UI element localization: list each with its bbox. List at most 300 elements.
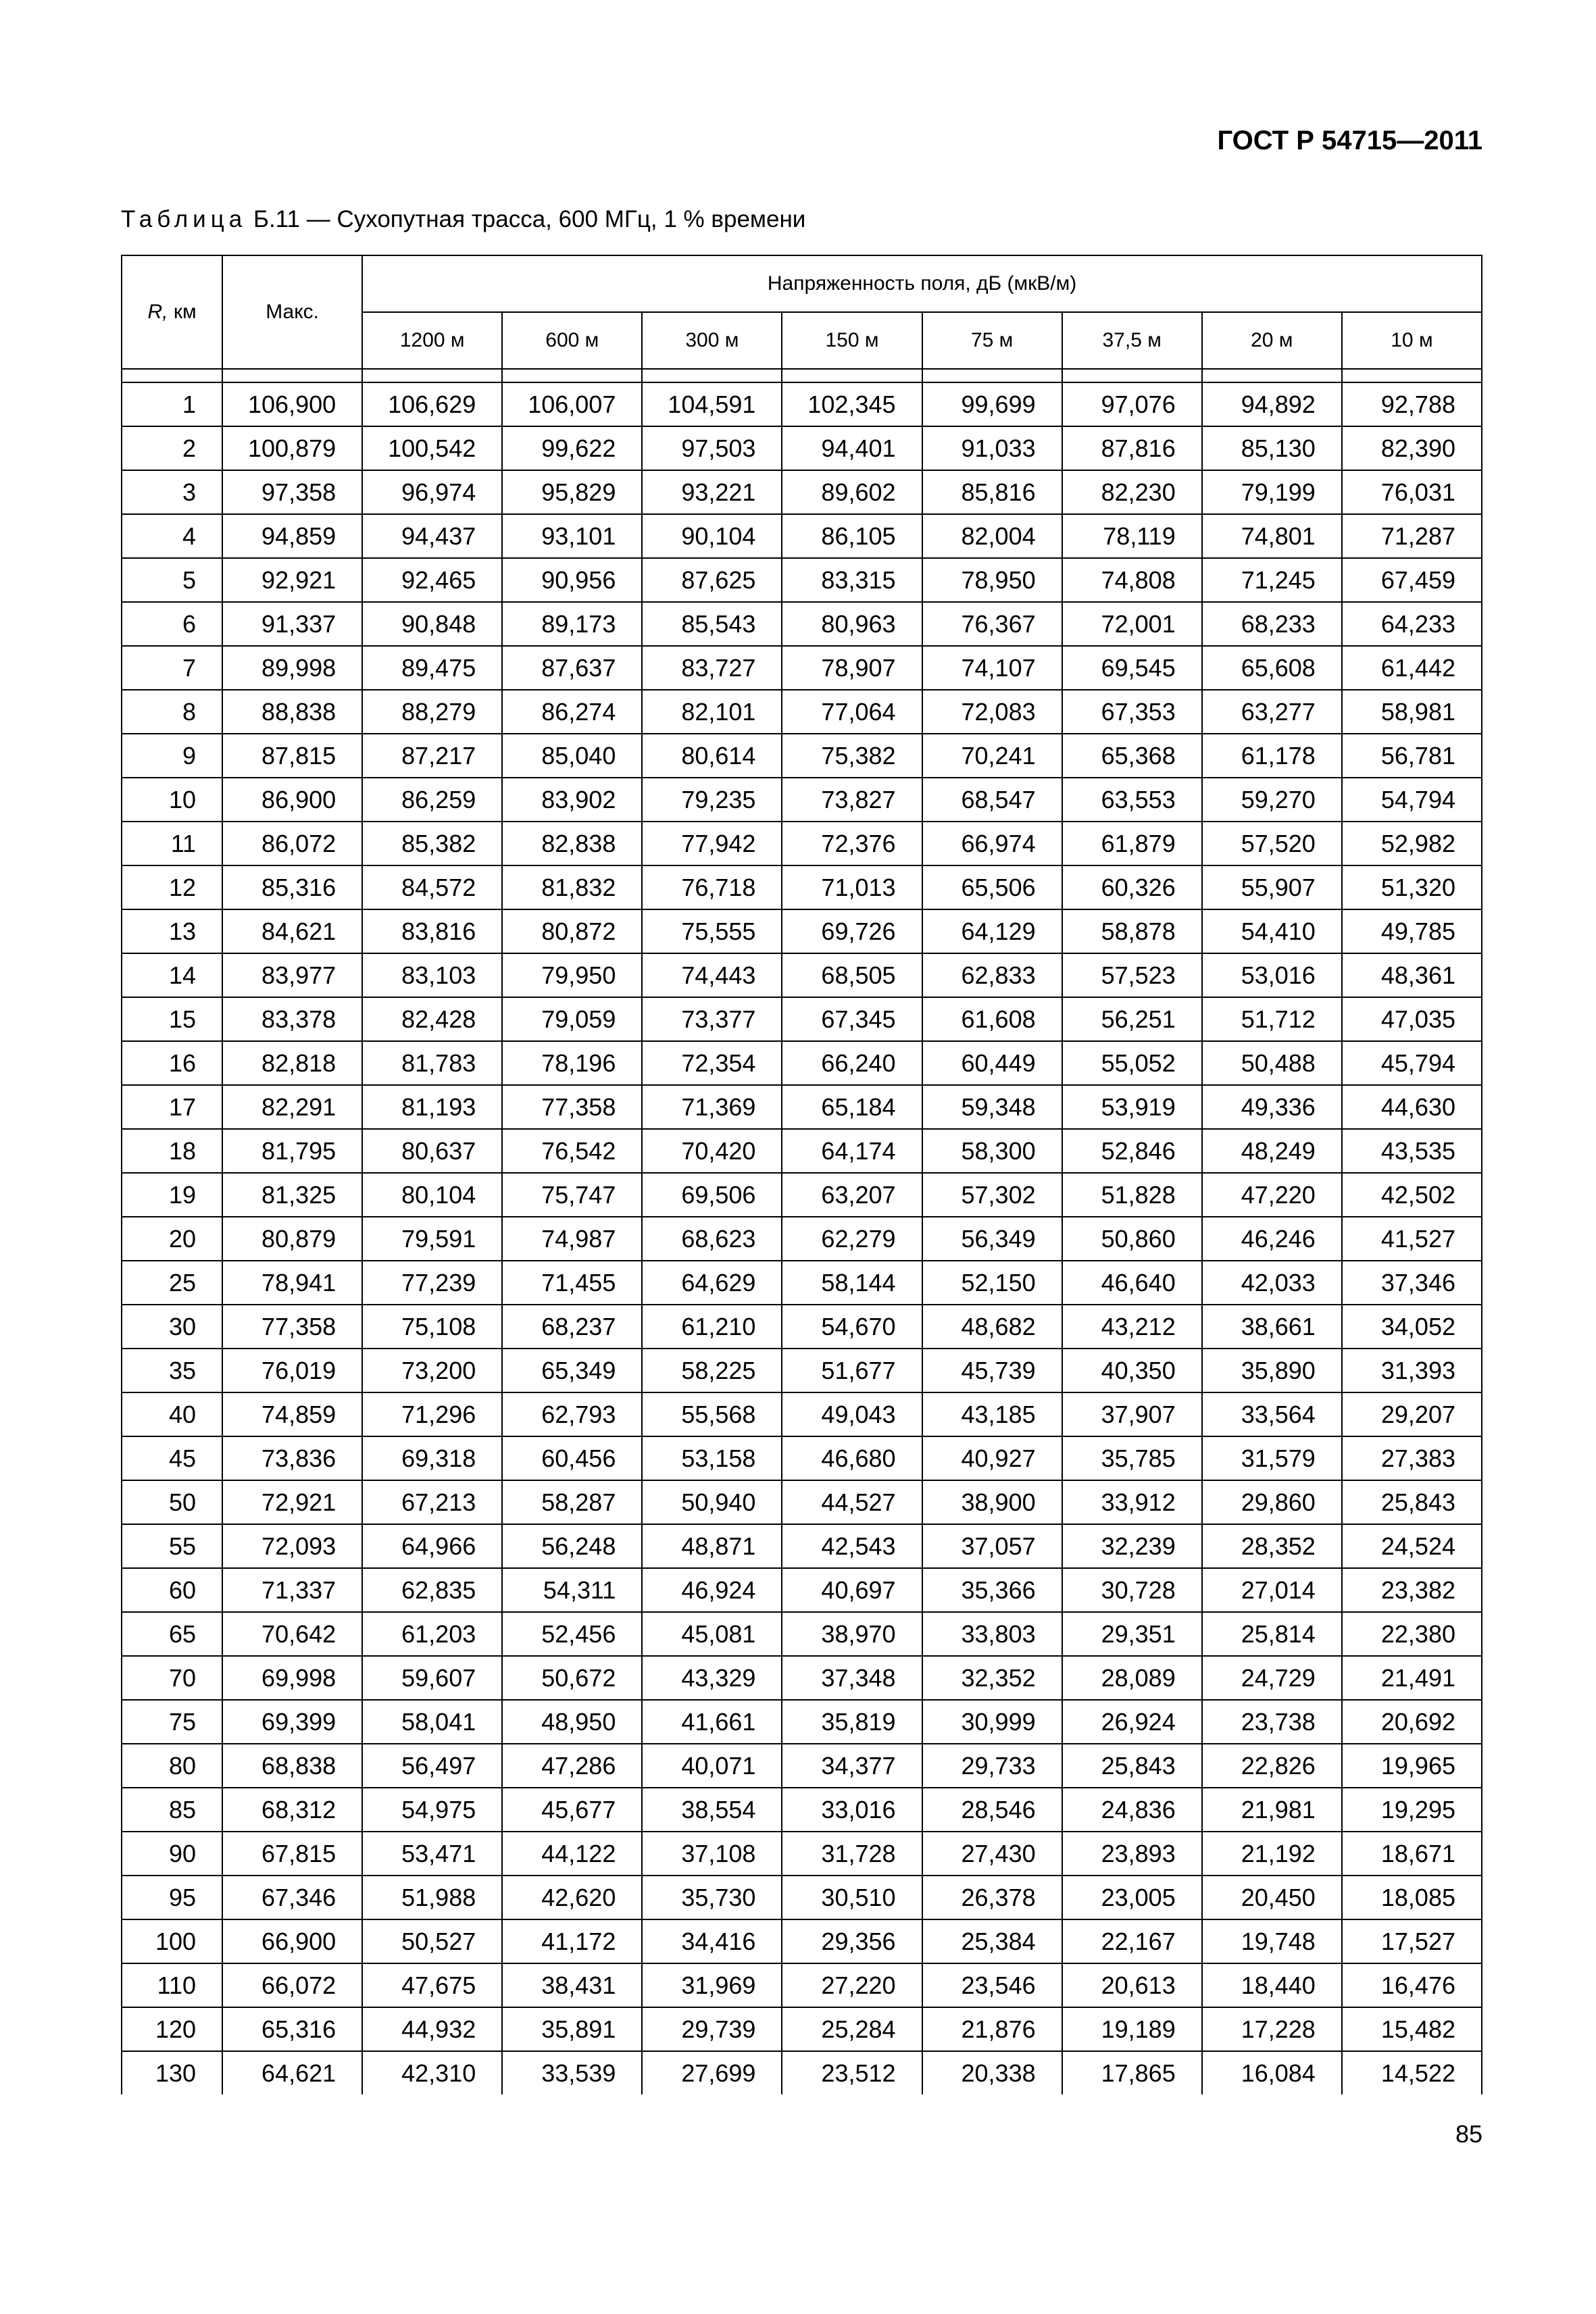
- field-strength-cell: 86,105: [782, 514, 922, 558]
- field-strength-cell: 26,378: [922, 1876, 1062, 1919]
- field-strength-cell: 79,059: [502, 997, 642, 1041]
- field-strength-cell: 21,981: [1202, 1788, 1342, 1832]
- distance-cell: 18: [122, 1129, 222, 1173]
- field-strength-table: [121, 255, 1482, 2094]
- field-strength-cell: 53,016: [1202, 953, 1342, 997]
- max-value-cell: 88,838: [222, 690, 362, 734]
- field-strength-cell: 82,230: [1062, 470, 1202, 514]
- field-strength-cell: 58,300: [922, 1129, 1062, 1173]
- field-strength-cell: 77,064: [782, 690, 922, 734]
- field-strength-cell: 35,819: [782, 1700, 922, 1744]
- field-strength-cell: 42,502: [1342, 1173, 1482, 1217]
- field-strength-cell: 29,733: [922, 1744, 1062, 1788]
- distance-cell: 30: [122, 1305, 222, 1349]
- table-row: [122, 1788, 1482, 1832]
- field-strength-cell: 18,085: [1342, 1876, 1482, 1919]
- field-strength-cell: 67,459: [1342, 558, 1482, 602]
- field-strength-cell: 74,801: [1202, 514, 1342, 558]
- max-value-cell: 67,346: [222, 1876, 362, 1919]
- field-strength-cell: 60,449: [922, 1041, 1062, 1085]
- field-strength-cell: 85,816: [922, 470, 1062, 514]
- field-strength-cell: 33,539: [502, 2051, 642, 2094]
- field-strength-cell: 48,249: [1202, 1129, 1342, 1173]
- max-value-cell: 67,815: [222, 1832, 362, 1876]
- table-row: [122, 909, 1482, 953]
- field-strength-cell: 41,661: [642, 1700, 782, 1744]
- field-strength-cell: 49,043: [782, 1392, 922, 1436]
- field-strength-cell: 47,035: [1342, 997, 1482, 1041]
- field-strength-cell: 21,876: [922, 2007, 1062, 2051]
- field-strength-cell: 38,661: [1202, 1305, 1342, 1349]
- field-strength-cell: 89,475: [362, 646, 502, 690]
- field-strength-cell: 72,083: [922, 690, 1062, 734]
- field-strength-cell: 29,739: [642, 2007, 782, 2051]
- field-strength-cell: 27,014: [1202, 1568, 1342, 1612]
- field-strength-cell: 71,296: [362, 1392, 502, 1436]
- distance-cell: 25: [122, 1261, 222, 1305]
- field-strength-cell: 93,221: [642, 470, 782, 514]
- field-strength-cell: 67,213: [362, 1480, 502, 1524]
- field-strength-cell: 80,963: [782, 602, 922, 646]
- field-strength-cell: 42,620: [502, 1876, 642, 1919]
- field-strength-cell: 69,506: [642, 1173, 782, 1217]
- table-row: [122, 1700, 1482, 1744]
- field-strength-cell: 51,988: [362, 1876, 502, 1919]
- distance-cell: 35: [122, 1349, 222, 1392]
- field-strength-cell: 83,315: [782, 558, 922, 602]
- field-strength-cell: 54,794: [1342, 778, 1482, 822]
- field-strength-cell: 81,193: [362, 1085, 502, 1129]
- field-strength-cell: 85,382: [362, 822, 502, 865]
- field-strength-cell: 50,860: [1062, 1217, 1202, 1261]
- field-strength-cell: 40,350: [1062, 1349, 1202, 1392]
- field-strength-cell: 99,699: [922, 382, 1062, 426]
- field-strength-cell: 89,173: [502, 602, 642, 646]
- distance-cell: 100: [122, 1919, 222, 1963]
- field-strength-cell: 55,907: [1202, 865, 1342, 909]
- max-value-cell: 66,900: [222, 1919, 362, 1963]
- field-strength-cell: 34,377: [782, 1744, 922, 1788]
- field-strength-cell: 65,349: [502, 1349, 642, 1392]
- field-strength-cell: 75,555: [642, 909, 782, 953]
- field-strength-cell: 58,041: [362, 1700, 502, 1744]
- field-strength-cell: 20,692: [1342, 1700, 1482, 1744]
- field-strength-cell: 20,613: [1062, 1963, 1202, 2007]
- field-strength-cell: 23,546: [922, 1963, 1062, 2007]
- max-value-cell: 81,795: [222, 1129, 362, 1173]
- field-strength-cell: 20,450: [1202, 1876, 1342, 1919]
- field-strength-cell: 73,377: [642, 997, 782, 1041]
- distance-cell: 5: [122, 558, 222, 602]
- field-strength-cell: 82,004: [922, 514, 1062, 558]
- field-strength-cell: 33,803: [922, 1612, 1062, 1656]
- distance-cell: 9: [122, 734, 222, 778]
- max-value-cell: 69,998: [222, 1656, 362, 1700]
- field-strength-cell: 68,623: [642, 1217, 782, 1261]
- distance-cell: 60: [122, 1568, 222, 1612]
- table-row: [122, 558, 1482, 602]
- table-row: [122, 1744, 1482, 1788]
- field-strength-cell: 51,677: [782, 1349, 922, 1392]
- header-gap-row: [122, 369, 1482, 382]
- table-row: [122, 953, 1482, 997]
- max-value-cell: 71,337: [222, 1568, 362, 1612]
- field-strength-cell: 33,912: [1062, 1480, 1202, 1524]
- table-row: [122, 1963, 1482, 2007]
- table-row: [122, 1524, 1482, 1568]
- column-header-height: 10 м: [1342, 312, 1482, 369]
- field-strength-cell: 30,999: [922, 1700, 1062, 1744]
- field-strength-cell: 94,892: [1202, 382, 1342, 426]
- field-strength-cell: 84,572: [362, 865, 502, 909]
- field-strength-cell: 23,893: [1062, 1832, 1202, 1876]
- field-strength-cell: 71,013: [782, 865, 922, 909]
- field-strength-cell: 83,902: [502, 778, 642, 822]
- field-strength-cell: 14,522: [1342, 2051, 1482, 2094]
- table-row: [122, 426, 1482, 470]
- field-strength-cell: 71,287: [1342, 514, 1482, 558]
- field-strength-cell: 97,076: [1062, 382, 1202, 426]
- field-strength-cell: 24,729: [1202, 1656, 1342, 1700]
- field-strength-cell: 52,982: [1342, 822, 1482, 865]
- field-strength-cell: 19,189: [1062, 2007, 1202, 2051]
- field-strength-cell: 37,907: [1062, 1392, 1202, 1436]
- field-strength-cell: 68,547: [922, 778, 1062, 822]
- distance-cell: 20: [122, 1217, 222, 1261]
- field-strength-cell: 68,233: [1202, 602, 1342, 646]
- field-strength-cell: 47,220: [1202, 1173, 1342, 1217]
- field-strength-cell: 75,382: [782, 734, 922, 778]
- field-strength-cell: 78,196: [502, 1041, 642, 1085]
- distance-cell: 8: [122, 690, 222, 734]
- field-strength-cell: 55,568: [642, 1392, 782, 1436]
- field-strength-cell: 50,527: [362, 1919, 502, 1963]
- max-value-cell: 82,818: [222, 1041, 362, 1085]
- field-strength-cell: 31,728: [782, 1832, 922, 1876]
- field-strength-cell: 38,970: [782, 1612, 922, 1656]
- field-strength-cell: 52,456: [502, 1612, 642, 1656]
- column-header-height: 1200 м: [362, 312, 502, 369]
- field-strength-cell: 85,130: [1202, 426, 1342, 470]
- field-strength-cell: 58,287: [502, 1480, 642, 1524]
- field-strength-cell: 53,158: [642, 1436, 782, 1480]
- field-strength-cell: 31,579: [1202, 1436, 1342, 1480]
- field-strength-cell: 18,440: [1202, 1963, 1342, 2007]
- distance-cell: 10: [122, 778, 222, 822]
- max-value-cell: 85,316: [222, 865, 362, 909]
- field-strength-cell: 40,697: [782, 1568, 922, 1612]
- field-strength-cell: 94,437: [362, 514, 502, 558]
- field-strength-cell: 67,345: [782, 997, 922, 1041]
- field-strength-cell: 60,326: [1062, 865, 1202, 909]
- field-strength-cell: 47,675: [362, 1963, 502, 2007]
- table-row: [122, 1261, 1482, 1305]
- field-strength-cell: 18,671: [1342, 1832, 1482, 1876]
- table-row: [122, 1876, 1482, 1919]
- field-strength-cell: 25,814: [1202, 1612, 1342, 1656]
- table-row: [122, 1129, 1482, 1173]
- table-row: [122, 1173, 1482, 1217]
- field-strength-cell: 79,199: [1202, 470, 1342, 514]
- field-strength-cell: 19,748: [1202, 1919, 1342, 1963]
- column-header-height: 37,5 м: [1062, 312, 1202, 369]
- field-strength-cell: 33,016: [782, 1788, 922, 1832]
- field-strength-cell: 16,084: [1202, 2051, 1342, 2094]
- field-strength-cell: 106,007: [502, 382, 642, 426]
- document-header: ГОСТ Р 54715—2011: [1217, 126, 1482, 155]
- field-strength-cell: 62,835: [362, 1568, 502, 1612]
- field-strength-cell: 22,826: [1202, 1744, 1342, 1788]
- field-strength-cell: 51,828: [1062, 1173, 1202, 1217]
- table-row: [122, 1919, 1482, 1963]
- field-strength-cell: 52,846: [1062, 1129, 1202, 1173]
- column-header-height: 600 м: [502, 312, 642, 369]
- table-row: [122, 1085, 1482, 1129]
- max-value-cell: 106,900: [222, 382, 362, 426]
- field-strength-cell: 90,956: [502, 558, 642, 602]
- field-strength-cell: 69,545: [1062, 646, 1202, 690]
- distance-cell: 15: [122, 997, 222, 1041]
- distance-cell: 95: [122, 1876, 222, 1919]
- field-strength-cell: 29,860: [1202, 1480, 1342, 1524]
- distance-cell: 14: [122, 953, 222, 997]
- field-strength-cell: 50,488: [1202, 1041, 1342, 1085]
- field-strength-cell: 76,718: [642, 865, 782, 909]
- field-strength-cell: 92,465: [362, 558, 502, 602]
- field-strength-cell: 44,527: [782, 1480, 922, 1524]
- field-strength-cell: 64,129: [922, 909, 1062, 953]
- field-strength-cell: 91,033: [922, 426, 1062, 470]
- field-strength-cell: 94,401: [782, 426, 922, 470]
- table-row: [122, 470, 1482, 514]
- field-strength-cell: 51,320: [1342, 865, 1482, 909]
- field-strength-cell: 37,057: [922, 1524, 1062, 1568]
- field-strength-cell: 83,816: [362, 909, 502, 953]
- field-strength-cell: 83,103: [362, 953, 502, 997]
- field-strength-cell: 38,554: [642, 1788, 782, 1832]
- max-value-cell: 83,977: [222, 953, 362, 997]
- field-strength-cell: 27,430: [922, 1832, 1062, 1876]
- field-strength-cell: 58,878: [1062, 909, 1202, 953]
- field-strength-cell: 29,207: [1342, 1392, 1482, 1436]
- field-strength-cell: 70,241: [922, 734, 1062, 778]
- field-strength-cell: 41,172: [502, 1919, 642, 1963]
- table-row: [122, 646, 1482, 690]
- table-row: [122, 382, 1482, 426]
- field-strength-cell: 87,816: [1062, 426, 1202, 470]
- max-value-cell: 87,815: [222, 734, 362, 778]
- field-strength-cell: 88,279: [362, 690, 502, 734]
- field-strength-cell: 21,192: [1202, 1832, 1342, 1876]
- field-strength-cell: 45,081: [642, 1612, 782, 1656]
- max-value-cell: 66,072: [222, 1963, 362, 2007]
- table-row: [122, 1217, 1482, 1261]
- field-strength-cell: 62,793: [502, 1392, 642, 1436]
- field-strength-cell: 31,969: [642, 1963, 782, 2007]
- field-strength-cell: 100,542: [362, 426, 502, 470]
- field-strength-cell: 90,848: [362, 602, 502, 646]
- distance-cell: 75: [122, 1700, 222, 1744]
- field-strength-cell: 77,358: [502, 1085, 642, 1129]
- field-strength-cell: 64,174: [782, 1129, 922, 1173]
- table-row: [122, 1041, 1482, 1085]
- field-strength-cell: 58,981: [1342, 690, 1482, 734]
- field-strength-cell: 56,497: [362, 1744, 502, 1788]
- field-strength-cell: 40,927: [922, 1436, 1062, 1480]
- field-strength-cell: 46,246: [1202, 1217, 1342, 1261]
- field-strength-cell: 72,001: [1062, 602, 1202, 646]
- field-strength-cell: 83,727: [642, 646, 782, 690]
- field-strength-cell: 54,975: [362, 1788, 502, 1832]
- field-strength-cell: 80,637: [362, 1129, 502, 1173]
- field-strength-cell: 78,950: [922, 558, 1062, 602]
- field-strength-cell: 48,361: [1342, 953, 1482, 997]
- distance-cell: 85: [122, 1788, 222, 1832]
- distance-cell: 55: [122, 1524, 222, 1568]
- table-row: [122, 778, 1482, 822]
- max-value-cell: 68,312: [222, 1788, 362, 1832]
- field-strength-cell: 61,879: [1062, 822, 1202, 865]
- field-strength-cell: 21,491: [1342, 1656, 1482, 1700]
- table-row: [122, 1305, 1482, 1349]
- field-strength-cell: 45,677: [502, 1788, 642, 1832]
- field-strength-cell: 63,553: [1062, 778, 1202, 822]
- field-strength-cell: 25,284: [782, 2007, 922, 2051]
- field-strength-cell: 62,279: [782, 1217, 922, 1261]
- distance-cell: 120: [122, 2007, 222, 2051]
- table-row: [122, 1392, 1482, 1436]
- max-value-cell: 100,879: [222, 426, 362, 470]
- field-strength-cell: 59,348: [922, 1085, 1062, 1129]
- field-strength-cell: 20,338: [922, 2051, 1062, 2094]
- table-row: [122, 2051, 1482, 2094]
- field-strength-cell: 89,602: [782, 470, 922, 514]
- field-strength-cell: 71,369: [642, 1085, 782, 1129]
- distance-cell: 3: [122, 470, 222, 514]
- field-strength-cell: 38,900: [922, 1480, 1062, 1524]
- field-strength-cell: 82,428: [362, 997, 502, 1041]
- field-strength-cell: 67,353: [1062, 690, 1202, 734]
- field-strength-cell: 82,838: [502, 822, 642, 865]
- field-strength-cell: 24,524: [1342, 1524, 1482, 1568]
- field-strength-cell: 78,119: [1062, 514, 1202, 558]
- field-strength-cell: 96,974: [362, 470, 502, 514]
- table-row: [122, 1656, 1482, 1700]
- field-strength-cell: 17,865: [1062, 2051, 1202, 2094]
- distance-cell: 4: [122, 514, 222, 558]
- field-strength-cell: 46,924: [642, 1568, 782, 1612]
- field-strength-cell: 38,431: [502, 1963, 642, 2007]
- field-strength-cell: 104,591: [642, 382, 782, 426]
- distance-cell: 50: [122, 1480, 222, 1524]
- field-strength-cell: 95,829: [502, 470, 642, 514]
- field-strength-cell: 80,104: [362, 1173, 502, 1217]
- table-row: [122, 1612, 1482, 1656]
- field-strength-cell: 76,542: [502, 1129, 642, 1173]
- field-strength-cell: 62,833: [922, 953, 1062, 997]
- field-strength-cell: 61,203: [362, 1612, 502, 1656]
- distance-cell: 80: [122, 1744, 222, 1788]
- field-strength-cell: 30,728: [1062, 1568, 1202, 1612]
- field-strength-cell: 23,512: [782, 2051, 922, 2094]
- field-strength-cell: 33,564: [1202, 1392, 1342, 1436]
- max-value-cell: 84,621: [222, 909, 362, 953]
- field-strength-cell: 74,808: [1062, 558, 1202, 602]
- field-strength-cell: 77,942: [642, 822, 782, 865]
- field-strength-cell: 65,184: [782, 1085, 922, 1129]
- distance-cell: 11: [122, 822, 222, 865]
- max-value-cell: 77,358: [222, 1305, 362, 1349]
- field-strength-cell: 19,965: [1342, 1744, 1482, 1788]
- field-strength-cell: 54,670: [782, 1305, 922, 1349]
- field-strength-cell: 66,240: [782, 1041, 922, 1085]
- field-strength-cell: 29,351: [1062, 1612, 1202, 1656]
- field-strength-cell: 56,349: [922, 1217, 1062, 1261]
- max-value-cell: 81,325: [222, 1173, 362, 1217]
- max-value-cell: 72,921: [222, 1480, 362, 1524]
- column-header-max: Макс.: [222, 255, 362, 369]
- field-strength-cell: 47,286: [502, 1744, 642, 1788]
- max-value-cell: 65,316: [222, 2007, 362, 2051]
- field-strength-cell: 74,987: [502, 1217, 642, 1261]
- field-strength-cell: 43,329: [642, 1656, 782, 1700]
- field-strength-cell: 61,210: [642, 1305, 782, 1349]
- field-strength-cell: 16,476: [1342, 1963, 1482, 2007]
- column-group-field-strength: Напряженность поля, дБ (мкВ/м): [362, 255, 1482, 312]
- field-strength-cell: 56,251: [1062, 997, 1202, 1041]
- max-value-cell: 92,921: [222, 558, 362, 602]
- field-strength-cell: 37,346: [1342, 1261, 1482, 1305]
- distance-cell: 70: [122, 1656, 222, 1700]
- field-strength-cell: 80,872: [502, 909, 642, 953]
- field-strength-cell: 69,318: [362, 1436, 502, 1480]
- field-strength-cell: 85,040: [502, 734, 642, 778]
- table-caption: [121, 206, 805, 233]
- field-strength-cell: 40,071: [642, 1744, 782, 1788]
- field-strength-cell: 76,367: [922, 602, 1062, 646]
- distance-cell: 2: [122, 426, 222, 470]
- caption-label: Таблица: [121, 206, 247, 232]
- field-strength-cell: 51,712: [1202, 997, 1342, 1041]
- field-strength-cell: 25,843: [1342, 1480, 1482, 1524]
- field-strength-cell: 22,380: [1342, 1612, 1482, 1656]
- distance-cell: 110: [122, 1963, 222, 2007]
- field-strength-cell: 68,505: [782, 953, 922, 997]
- field-strength-cell: 27,220: [782, 1963, 922, 2007]
- field-strength-cell: 106,629: [362, 382, 502, 426]
- field-strength-cell: 82,101: [642, 690, 782, 734]
- field-strength-cell: 23,738: [1202, 1700, 1342, 1744]
- max-value-cell: 73,836: [222, 1436, 362, 1480]
- field-strength-cell: 86,259: [362, 778, 502, 822]
- max-value-cell: 91,337: [222, 602, 362, 646]
- field-strength-cell: 58,225: [642, 1349, 782, 1392]
- field-strength-cell: 61,442: [1342, 646, 1482, 690]
- column-header-distance: R, км: [122, 255, 222, 369]
- field-strength-cell: 48,950: [502, 1700, 642, 1744]
- field-strength-cell: 77,239: [362, 1261, 502, 1305]
- field-strength-cell: 48,682: [922, 1305, 1062, 1349]
- field-strength-cell: 45,794: [1342, 1041, 1482, 1085]
- field-strength-cell: 46,680: [782, 1436, 922, 1480]
- field-strength-cell: 58,144: [782, 1261, 922, 1305]
- field-strength-cell: 79,591: [362, 1217, 502, 1261]
- max-value-cell: 94,859: [222, 514, 362, 558]
- distance-cell: 12: [122, 865, 222, 909]
- field-strength-cell: 44,630: [1342, 1085, 1482, 1129]
- field-strength-cell: 53,919: [1062, 1085, 1202, 1129]
- field-strength-cell: 81,832: [502, 865, 642, 909]
